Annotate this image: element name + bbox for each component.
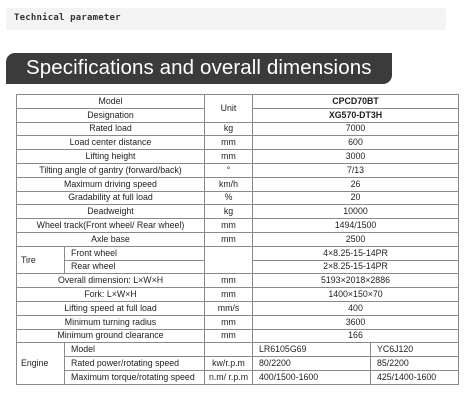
row-value: 7000 [253, 122, 459, 136]
tire-unit-cell [205, 246, 253, 274]
engine-group-label: Engine [17, 343, 65, 384]
table-row [17, 315, 459, 329]
row-value: 5193×2018×2886 [253, 274, 459, 288]
table-row [17, 191, 459, 205]
table-row [17, 219, 459, 233]
row-unit: mm [205, 329, 253, 343]
table-row-tire-front [17, 246, 459, 260]
row-unit: kg [205, 122, 253, 136]
row-value: 20 [253, 191, 459, 205]
table-row [17, 177, 459, 191]
row-value: 1400×150×70 [253, 288, 459, 302]
row-label: Lifting speed at full load [17, 301, 205, 315]
row-unit: mm [205, 150, 253, 164]
row-unit: mm [205, 274, 253, 288]
designation-label: Designation [17, 108, 205, 122]
tire-rear-value: 2×8.25-15-14PR [253, 260, 459, 274]
row-unit: mm [205, 232, 253, 246]
row-label: Minimum turning radius [17, 315, 205, 329]
row-label: Tilting angle of gantry (forward/back) [17, 163, 205, 177]
row-value: 10000 [253, 205, 459, 219]
spec-table [16, 94, 459, 385]
row-unit: mm [205, 136, 253, 150]
engine-model-unit [205, 343, 253, 357]
engine-power-value-1: 80/2200 [253, 357, 371, 371]
engine-power-label: Rated power/rotating speed [65, 357, 205, 371]
row-unit: kg [205, 205, 253, 219]
row-value: 600 [253, 136, 459, 150]
table-row-engine-model [17, 343, 459, 357]
row-unit: km/h [205, 177, 253, 191]
table-row [17, 301, 459, 315]
row-value: 2500 [253, 232, 459, 246]
row-label: Minimum ground clearance [17, 329, 205, 343]
row-value: 1494/1500 [253, 219, 459, 233]
row-label: Load center distance [17, 136, 205, 150]
unit-header: Unit [205, 95, 253, 123]
table-row [17, 163, 459, 177]
engine-torque-value-1: 400/1500-1600 [253, 370, 371, 384]
engine-model-value-1: LR6105G69 [253, 343, 371, 357]
designation-value: XG570-DT3H [253, 108, 459, 122]
tire-front-label: Front wheel [65, 246, 205, 260]
model-value: CPCD70BT [253, 95, 459, 109]
engine-torque-label: Maximum torque/rotating speed [65, 370, 205, 384]
table-row [17, 205, 459, 219]
row-unit: mm/s [205, 301, 253, 315]
row-unit: ° [205, 163, 253, 177]
engine-model-value-2: YC6J120 [371, 343, 459, 357]
table-row [17, 150, 459, 164]
engine-model-label: Model [65, 343, 205, 357]
table-row-engine-torque [17, 370, 459, 384]
engine-torque-value-2: 425/1400-1600 [371, 370, 459, 384]
table-row-model [17, 95, 459, 109]
section-title: Specifications and overall dimensions [26, 56, 372, 79]
table-row [17, 329, 459, 343]
row-label: Deadweight [17, 205, 205, 219]
tire-front-value: 4×8.25-15-14PR [253, 246, 459, 260]
model-label: Model [17, 95, 205, 109]
engine-power-value-2: 85/2200 [371, 357, 459, 371]
row-unit: mm [205, 288, 253, 302]
table-row [17, 288, 459, 302]
row-value: 400 [253, 301, 459, 315]
table-row [17, 136, 459, 150]
row-label: Rated load [17, 122, 205, 136]
technical-parameter-heading: Technical parameter [14, 13, 121, 23]
table-row [17, 274, 459, 288]
row-label: Fork: L×W×H [17, 288, 205, 302]
row-label: Overall dimension: L×W×H [17, 274, 205, 288]
row-value: 166 [253, 329, 459, 343]
row-value: 7/13 [253, 163, 459, 177]
row-value: 3000 [253, 150, 459, 164]
row-label: Gradability at full load [17, 191, 205, 205]
table-row [17, 122, 459, 136]
row-value: 26 [253, 177, 459, 191]
row-unit: mm [205, 315, 253, 329]
row-value: 3600 [253, 315, 459, 329]
row-label: Maximum driving speed [17, 177, 205, 191]
table-row-engine-power [17, 357, 459, 371]
row-label: Wheel track(Front wheel/ Rear wheel) [17, 219, 205, 233]
row-label: Axle base [17, 232, 205, 246]
tire-group-label: Tire [17, 246, 65, 274]
table-row [17, 232, 459, 246]
row-unit: % [205, 191, 253, 205]
tire-rear-label: Rear wheel [65, 260, 205, 274]
engine-power-unit: kw/r.p.m [205, 357, 253, 371]
row-unit: mm [205, 219, 253, 233]
row-label: Lifting height [17, 150, 205, 164]
engine-torque-unit: n.m/ r.p.m [205, 370, 253, 384]
